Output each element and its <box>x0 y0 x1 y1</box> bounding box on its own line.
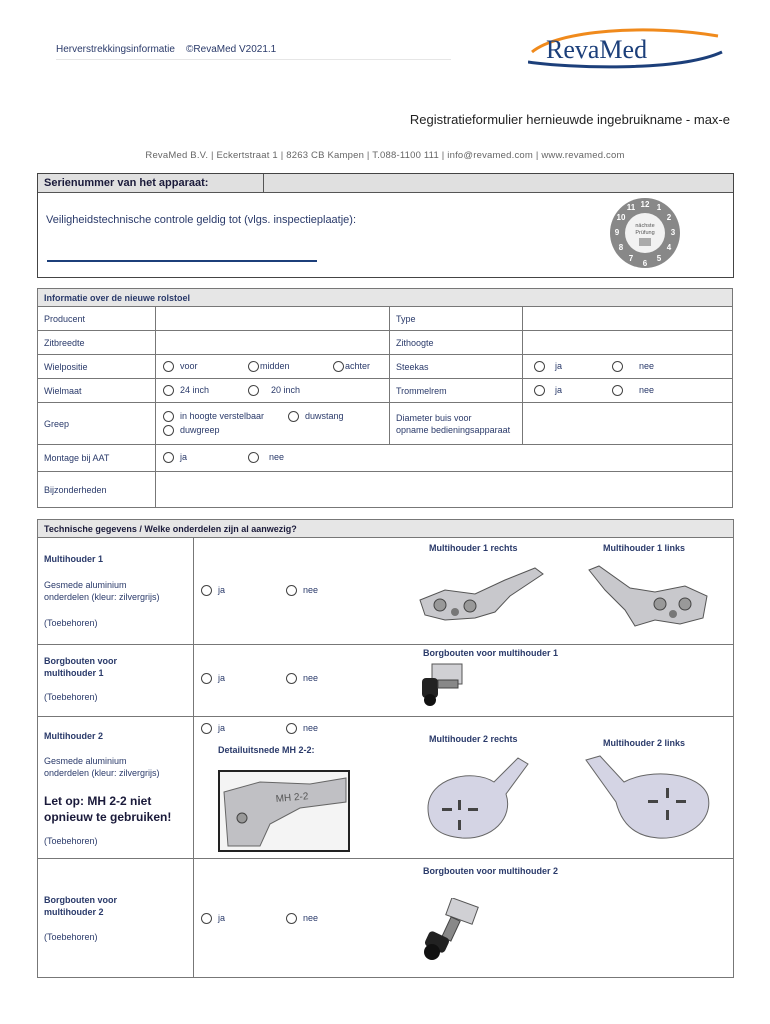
producent-input[interactable] <box>156 307 390 331</box>
trommelrem-label: Trommelrem <box>390 379 523 403</box>
company-address: RevaMed B.V. | Eckertstraat 1 | 8263 CB Kampen | T.088-1100 111 | info@revamed.com | www.revamed.com <box>145 150 625 161</box>
mh2-accessory: (Toebehoren) <box>44 836 98 846</box>
info-section-title: Informatie over de nieuwe rolstoel <box>38 289 733 307</box>
mh1-ja-label: ja <box>218 585 226 595</box>
greep-duwgreep-label: duwgreep <box>180 425 220 435</box>
bb2-nee-option[interactable] <box>286 913 318 924</box>
sticker-text-1: nächste <box>635 223 655 229</box>
bb1-title-2: multihouder 1 <box>44 668 104 678</box>
header-info: Herverstrekkingsinformatie ©RevaMed V2021.1 <box>56 44 277 55</box>
greep-hoogte-label: in hoogte verstelbaar <box>180 411 265 421</box>
wielmaat-label: Wielmaat <box>38 379 156 403</box>
trommelrem-nee-label: nee <box>639 385 655 395</box>
diameter-label-1: Diameter buis voor <box>396 412 472 423</box>
sticker-num-10: 10 <box>616 213 626 222</box>
mh2-detail-image <box>220 772 348 850</box>
inspection-sticker-icon <box>608 196 682 270</box>
steekas-nee-option[interactable] <box>612 361 654 372</box>
mh1-nee-option[interactable] <box>286 585 318 596</box>
montage-nee-label: nee <box>269 452 285 462</box>
tech-section-title-bar <box>38 520 733 538</box>
serial-section <box>37 173 734 278</box>
trommelrem-ja-label: ja <box>555 385 563 395</box>
greep-duwgreep-option[interactable] <box>163 425 220 436</box>
wielmaat-20-label: 20 inch <box>271 385 301 395</box>
safety-check-label: Veiligheidstechnische controle geldig tot (vlgs. inspectieplaatje): <box>46 214 357 226</box>
greep-duwstang-radio[interactable] <box>288 411 299 422</box>
wiel-midden-label: midden <box>260 361 290 371</box>
montage-nee-option[interactable] <box>248 452 284 463</box>
montage-label: Montage bij AAT <box>38 445 156 472</box>
montage-ja-label: ja <box>180 452 188 462</box>
greep-duwgreep-radio[interactable] <box>163 425 174 436</box>
wiel-achter-label: achter <box>345 361 371 371</box>
type-label: Type <box>390 307 523 331</box>
sticker-num-7: 7 <box>628 254 634 263</box>
steekas-label: Steekas <box>390 355 523 379</box>
wiel-midden-radio[interactable] <box>248 361 259 372</box>
zithoogte-label: Zithoogte <box>390 331 523 355</box>
tech-column-divider <box>193 537 194 977</box>
bb2-title-1: Borgbouten voor <box>44 895 117 905</box>
greep-hoogte-option[interactable] <box>163 411 264 422</box>
montage-ja-radio[interactable] <box>163 452 174 463</box>
bb1-nee-label: nee <box>303 673 319 683</box>
wiel-voor-radio[interactable] <box>163 361 174 372</box>
wielpositie-label: Wielpositie <box>38 355 156 379</box>
bb2-ja-radio[interactable] <box>201 913 212 924</box>
wielmaat-24-radio[interactable] <box>163 385 174 396</box>
wiel-voor-option[interactable] <box>163 361 198 372</box>
montage-nee-radio[interactable] <box>248 452 259 463</box>
trommelrem-ja-radio[interactable] <box>534 385 545 396</box>
mh1-accessory: (Toebehoren) <box>44 618 98 628</box>
wiel-midden-option[interactable] <box>248 361 290 372</box>
bb1-image <box>418 660 473 710</box>
mh2-detail-image-frame <box>218 770 350 852</box>
montage-ja-option[interactable] <box>163 452 187 463</box>
greep-options <box>156 403 390 445</box>
steekas-ja-label: ja <box>555 361 563 371</box>
mh2-nee-option[interactable] <box>286 723 318 734</box>
bijzonderheden-label: Bijzonderheden <box>38 472 156 508</box>
mh1-desc-1: Gesmede aluminium <box>44 580 127 590</box>
montage-options <box>156 445 733 472</box>
greep-duwstang-option[interactable] <box>288 411 344 422</box>
greep-label: Greep <box>38 403 156 445</box>
wiel-voor-label: voor <box>180 361 198 371</box>
greep-duwstang-label: duwstang <box>305 411 344 421</box>
bb1-nee-option[interactable] <box>286 673 318 684</box>
mh1-left-caption: Multihouder 1 links <box>603 543 686 553</box>
zitbreedte-label: Zitbreedte <box>38 331 156 355</box>
bb2-nee-radio[interactable] <box>286 913 297 924</box>
header-divider <box>56 59 451 60</box>
wielmaat-20-radio[interactable] <box>248 385 259 396</box>
wiel-achter-option[interactable] <box>333 361 370 372</box>
mh1-left-image <box>585 560 715 635</box>
sticker-num-5: 5 <box>656 254 662 263</box>
tech-section-title: Technische gegevens / Welke onderdelen zijn al aanwezig? <box>44 524 297 534</box>
serial-label-cell <box>38 174 264 193</box>
wiel-achter-radio[interactable] <box>333 361 344 372</box>
row-divider-3 <box>38 858 733 859</box>
mh2-detail-mark: MH 2-2 <box>275 791 309 805</box>
safety-date-input[interactable] <box>47 260 317 262</box>
trommelrem-nee-radio[interactable] <box>612 385 623 396</box>
bb1-nee-radio[interactable] <box>286 673 297 684</box>
mh1-desc-2: onderdelen (kleur: zilvergrijs) <box>44 592 160 602</box>
greep-hoogte-radio[interactable] <box>163 411 174 422</box>
sticker-num-9: 9 <box>614 228 620 237</box>
serial-number-input[interactable] <box>264 174 733 193</box>
diameter-input[interactable] <box>523 403 733 445</box>
mh2-desc-1: Gesmede aluminium <box>44 756 127 766</box>
steekas-ja-radio[interactable] <box>534 361 545 372</box>
wielmaat-24-option[interactable] <box>163 385 209 396</box>
bb2-image-caption: Borgbouten voor multihouder 2 <box>423 866 558 876</box>
logo-text: RevaMed <box>546 35 648 64</box>
bb1-image-caption: Borgbouten voor multihouder 1 <box>423 648 558 658</box>
bb1-accessory: (Toebehoren) <box>44 692 98 702</box>
bijzonderheden-input[interactable] <box>156 472 733 508</box>
sticker-num-3: 3 <box>670 228 676 237</box>
revamed-logo <box>528 22 723 74</box>
mh2-ja-option[interactable] <box>201 723 225 734</box>
wielmaat-24-label: 24 inch <box>180 385 210 395</box>
sticker-num-8: 8 <box>618 243 624 252</box>
row-divider-1 <box>38 644 733 645</box>
bb1-title-1: Borgbouten voor <box>44 656 117 666</box>
mh2-right-image <box>422 748 534 843</box>
mh1-nee-radio[interactable] <box>286 585 297 596</box>
sticker-num-6: 6 <box>642 259 648 268</box>
mh1-ja-option[interactable] <box>201 585 225 596</box>
mh2-left-image <box>580 752 715 844</box>
bb2-accessory: (Toebehoren) <box>44 932 98 942</box>
row-divider-2 <box>38 716 733 717</box>
mh2-warning-2: opnieuw te gebruiken! <box>44 810 172 824</box>
mh2-ja-label: ja <box>218 723 226 733</box>
bb1-ja-option[interactable] <box>201 673 225 684</box>
wielmaat-20-option[interactable] <box>248 385 300 396</box>
mh2-right-caption: Multihouder 2 rechts <box>429 734 518 744</box>
mh1-ja-radio[interactable] <box>201 585 212 596</box>
sticker-num-4: 4 <box>666 243 672 252</box>
mh2-nee-label: nee <box>303 723 319 733</box>
zitbreedte-input[interactable] <box>156 331 390 355</box>
sticker-num-11: 11 <box>626 203 636 212</box>
steekas-ja-option[interactable] <box>534 361 562 372</box>
producent-label: Producent <box>38 307 156 331</box>
mh2-desc-2: onderdelen (kleur: zilvergrijs) <box>44 768 160 778</box>
sticker-text-2: Prüfung <box>635 230 655 236</box>
bb1-ja-radio[interactable] <box>201 673 212 684</box>
mh1-right-image <box>415 560 550 630</box>
mh1-right-caption: Multihouder 1 rechts <box>429 543 518 553</box>
bb2-ja-label: ja <box>218 913 226 923</box>
bb2-title-2: multihouder 2 <box>44 907 104 917</box>
mh2-nee-radio[interactable] <box>286 723 297 734</box>
diameter-label-2: opname bedieningsapparaat <box>396 424 511 435</box>
steekas-nee-radio[interactable] <box>612 361 623 372</box>
mh2-title: Multihouder 2 <box>44 731 103 741</box>
bb2-ja-option[interactable] <box>201 913 225 924</box>
mh2-ja-radio[interactable] <box>201 723 212 734</box>
mh2-warning-1: Let op: MH 2-2 niet <box>44 794 152 808</box>
mh1-nee-label: nee <box>303 585 319 595</box>
wheelchair-info-table <box>37 288 733 508</box>
sticker-num-12: 12 <box>640 200 650 209</box>
zithoogte-input[interactable] <box>523 331 733 355</box>
document-title: Registratieformulier hernieuwde ingebruikname - max-e <box>409 112 730 127</box>
trommelrem-nee-option[interactable] <box>612 385 654 396</box>
mh2-left-caption: Multihouder 2 links <box>603 738 686 748</box>
steekas-nee-label: nee <box>639 361 655 371</box>
type-input[interactable] <box>523 307 733 331</box>
sticker-num-2: 2 <box>666 213 672 222</box>
bb2-image <box>418 898 488 966</box>
mh2-detail-caption: Detailuitsnede MH 2-2: <box>218 745 315 755</box>
sticker-num-1: 1 <box>656 203 662 212</box>
bb1-ja-label: ja <box>218 673 226 683</box>
diameter-label <box>390 403 523 445</box>
bb2-nee-label: nee <box>303 913 319 923</box>
trommelrem-ja-option[interactable] <box>534 385 562 396</box>
mh1-title: Multihouder 1 <box>44 554 103 564</box>
serial-label: Serienummer van het apparaat: <box>44 177 209 189</box>
